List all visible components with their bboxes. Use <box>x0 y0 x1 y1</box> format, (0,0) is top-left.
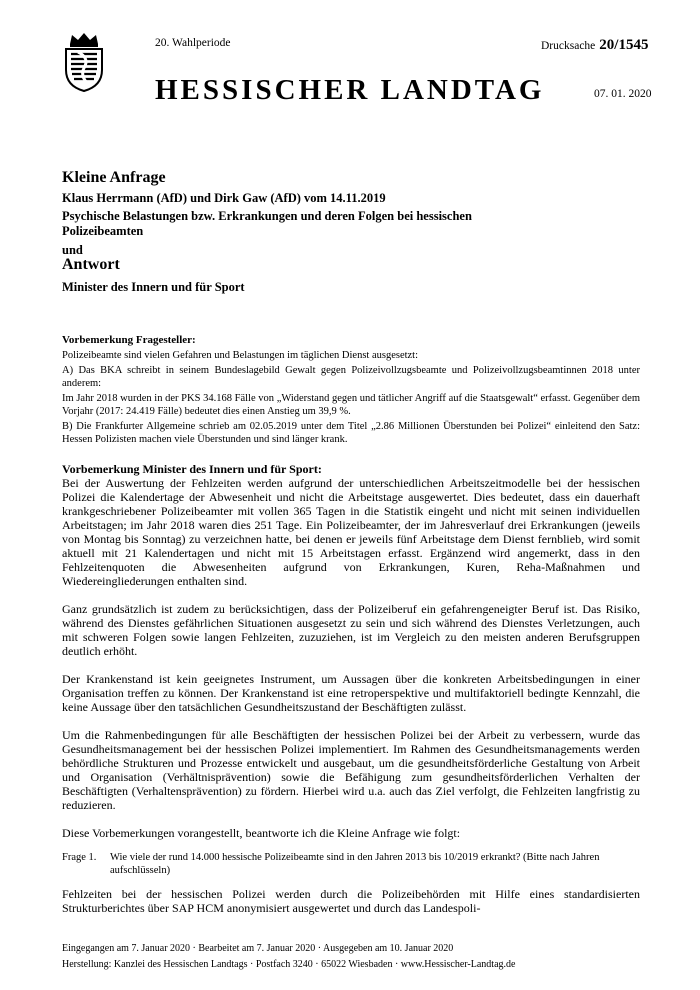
document-date: 07. 01. 2020 <box>594 88 652 100</box>
minister-paragraph: Diese Vorbemerkungen vorangestellt, beantworte ich die Kleine Anfrage wie folgt: <box>62 826 461 840</box>
drucksache-label: Drucksache <box>541 40 596 52</box>
wahlperiode: 20. Wahlperiode <box>155 37 231 49</box>
minister: Minister des Innern und für Sport <box>62 280 245 294</box>
footer-dates: Eingegangen am 7. Januar 2020 · Bearbeitet am 7. Januar 2020 · Ausgegeben am 10. Januar 2020 <box>62 943 454 954</box>
vorbemerkung-minister-heading: Vorbemerkung Minister des Innern und für Sport: <box>62 462 322 476</box>
fragesteller-paragraph: B) Die Frankfurter Allgemeine schrieb am 02.05.2019 unter dem Titel „2.86 Millionen Überstunden bei Polizei“ einleitend den Satz: Hessen Polizisten machen viele Überstunden und sind länger krank. <box>62 421 640 445</box>
fragesteller-paragraph: Polizeibeamte sind vielen Gefahren und Belastungen im täglichen Dienst ausgesetzt: <box>62 349 419 361</box>
minister-paragraph: Um die Rahmenbedingungen für alle Beschäftigten der hessischen Polizei bei der Arbeit zu verbessern, wurde das Gesundheitsmanagement bei der hessischen Polizei implementiert. Im Rahmen des Gesundheitsmanagements werden behördliche Strukturen und Prozesse entwickelt und ausgebaut, um die gesundheitsförderliche Gestaltung von Arbeit und Organisation (Verhältnisprävention) sowie die Befähigung zum gesundheitsförderlichen Verhalten der Beschäftigten (Verhaltensprävention) zu fördern. Hierbei wird u.a. auch das Ziel verfolgt, die Fehlzeiten langfristig zu reduzieren. <box>62 728 640 812</box>
kleine-anfrage-heading: Kleine Anfrage <box>62 169 166 186</box>
hesse-coat-of-arms-icon <box>62 32 106 92</box>
landtag-title: HESSISCHER LANDTAG <box>155 74 545 106</box>
minister-paragraph: Der Krankenstand ist kein geeignetes Instrument, um Aussagen über die konkreten Arbeitsbedingungen in einer Organisation treffen zu können. Der Krankenstand ist eine retroperspektive und multifaktoriell bedingte Kennzahl, die keine Aussage über den tatsächlichen Gesundheitszustand der Beschäftigten zulässt. <box>62 672 640 714</box>
drucksache-number: 20/1545 <box>599 37 649 53</box>
footer-publisher: Herstellung: Kanzlei des Hessischen Landtags · Postfach 3240 · 65022 Wiesbaden · www.Hessischer-Landtag.de <box>62 959 516 970</box>
subject: Psychische Belastungen bzw. Erkrankungen und deren Folgen bei hessischen Polizeibeamten <box>62 209 472 238</box>
fragesteller-paragraph: A) Das BKA schreibt in seinem Bundeslagebild Gewalt gegen Polizeivollzugsbeamte und Polizeivollzugsbeamtinnen 2018 unter anderem: <box>62 365 640 389</box>
vorbemerkung-fragesteller <box>62 334 640 449</box>
und-label: und <box>62 243 83 257</box>
frage-1-text: Wie viele der rund 14.000 hessische Polizeibeamte sind in den Jahren 2013 bis 10/2019 erkrankt? (Bitte nach Jahren aufschlüsseln) <box>110 852 600 876</box>
drucksache <box>541 37 648 54</box>
vorbemerkung-fragesteller-heading: Vorbemerkung Fragesteller: <box>62 334 196 346</box>
fragesteller-paragraph: Im Jahr 2018 wurden in der PKS 34.168 Fälle von „Widerstand gegen und tätlicher Angriff auf die Staatsgewalt“ erfasst. Gegenüber dem Vorjahr (2017: 24.419 Fälle) bedeutet dies einen Anstieg um 39,9 %. <box>62 393 640 417</box>
authors: Klaus Herrmann (AfD) und Dirk Gaw (AfD) vom 14.11.2019 <box>62 191 386 205</box>
frage-1 <box>62 852 640 877</box>
minister-paragraph: Ganz grundsätzlich ist zudem zu berücksichtigen, dass der Polizeiberuf ein gefahrengeneigter Beruf ist. Das Risiko, während des Dienstes gefährlichen Situationen ausgesetzt zu sein und sich während des Dienstes Verletzungen, auch mit schweren Folgen sowie langen Fehlzeiten, zuzuziehen, ist im Vergleich zu den meisten anderen Berufsgruppen deutlich erhöht. <box>62 602 640 658</box>
frage-1-label: Frage 1. <box>62 852 97 863</box>
minister-paragraph: Bei der Auswertung der Fehlzeiten werden aufgrund der unterschiedlichen Arbeitszeitmodelle bei der hessischen Polizei die Kalendertage der Abwesenheit und nicht die Arbeitstage ausgewertet. Dies bedeutet, dass ein dauerhaft krankgeschriebener Polizeibeamter mit vollen 365 Tagen in die Statistik eingeht und nicht mit seinen individuellen Arbeitstagen; im Jahr 2018 waren dies 251 Tage. Ein Polizeibeamter, der im Jahresverlauf drei Erkrankungen (jeweils von Montag bis Sonntag) zu verzeichnen hatte, bei denen er jeweils fünf Arbeitstage dem Dienst fernblieb, wird somit aktuell mit 21 Kalendertagen und nicht mit 15 Arbeitstagen erfasst. Ergänzend wird angemerkt, dass in den Fehlzeitenquoten die Abwesenheiten aufgrund von Erkrankungen, Kuren, Reha-Maßnahmen und Wiedereingliederungen enthalten sind. <box>62 476 640 588</box>
vorbemerkung-minister <box>62 462 640 854</box>
antwort-heading: Antwort <box>62 256 120 273</box>
answer-paragraph: Fehlzeiten bei der hessischen Polizei werden durch die Polizeibehörden mit Hilfe eines standardisierten Strukturberichtes über SAP HCM anonymisiert ausgewertet und durch das Landespoli- <box>62 887 640 915</box>
